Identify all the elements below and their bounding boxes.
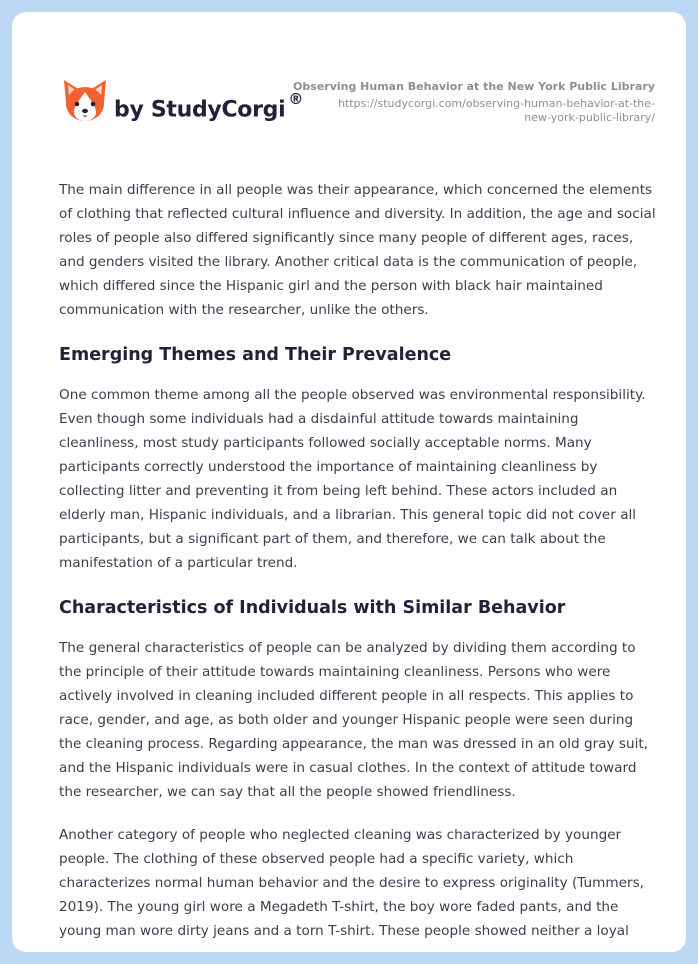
paragraph: One common theme among all the people observed was environmental responsibility. Even though some individuals had a disdainful attitude towards maintaining cleanliness, most study participants followed socially acceptable norms. Many participants correctly understood the importance of maintaining cleanliness by collecting litter and preventing it from being left behind. These actors included an elderly man, Hispanic individuals, and a librarian. This general topic did not cover all participants, but a significant part of them, and therefore, we can talk about the manifestation of a particular trend. — [59, 387, 646, 571]
document-page — [12, 12, 686, 952]
brand-text: by StudyCorgi — [114, 97, 286, 123]
section-heading: Emerging Themes and Their Prevalence — [59, 345, 452, 365]
paragraph: Another category of people who neglected cleaning was characterized by younger people. The clothing of these observed people had a specific variety, which characterizes normal human behavior and the desire to express originality (Tummers, 2019). The young girl wore a Megadeth T-shirt, the boy wore faded pants, and the young man wore dirty jeans and a torn T-shirt. These people showed neither a loyal — [59, 827, 644, 939]
article-body — [59, 178, 659, 952]
registered-mark: ® — [288, 90, 304, 108]
corgi-logo-icon — [60, 76, 110, 124]
document-title: Observing Human Behavior at the New York Public Library — [293, 80, 655, 93]
section-heading: Characteristics of Individuals with Similar Behavior — [59, 598, 566, 618]
document-url[interactable]: https://studycorgi.com/observing-human-behavior-at-the-new-york-public-library/ — [338, 97, 655, 124]
page-header — [12, 12, 686, 152]
paragraph: The general characteristics of people can be analyzed by dividing them according to the principle of their attitude towards maintaining cleanliness. Persons who were actively involved in cleaning included different people in all respects. This applies to race, gender, and age, as both older and younger Hispanic people were seen during the cleaning process. Regarding appearance, the man was dressed in an old gray suit, and the Hispanic individuals were in casual clothes. In the context of attitude toward the researcher, we can say that all the people showed friendliness. — [59, 640, 648, 800]
paragraph: The main difference in all people was their appearance, which concerned the elements of clothing that reflected cultural influence and diversity. In addition, the age and social roles of people also differed significantly since many people of different ages, races, and genders visited the library. Another critical data is the communication of people, which differed since the Hispanic girl and the person with black hair maintained communication with the researcher, unlike the others. — [59, 182, 656, 318]
brand-name[interactable] — [114, 90, 304, 123]
